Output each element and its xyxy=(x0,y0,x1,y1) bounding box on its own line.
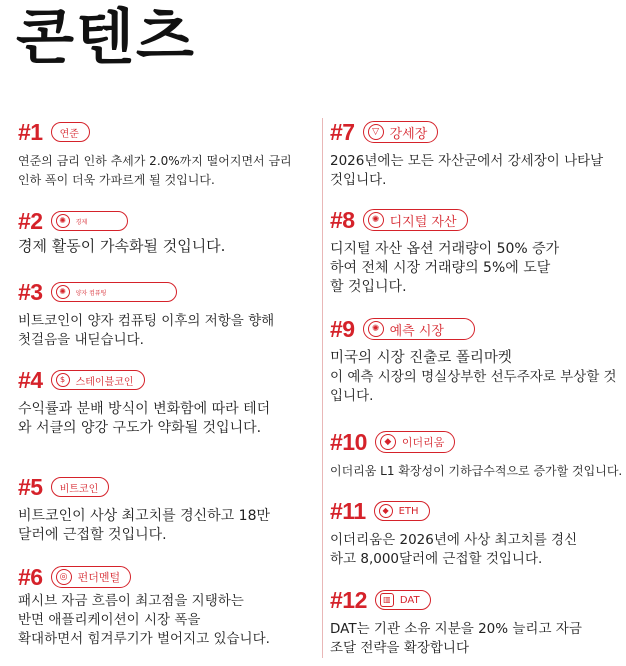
tag-pill xyxy=(375,431,456,453)
item-5 xyxy=(18,474,270,545)
desc-line: 반면 애플리케이션이 시장 폭을 xyxy=(18,612,201,628)
tag-label: 양자 컴퓨팅 xyxy=(75,289,107,297)
building-icon: ▥ xyxy=(380,593,394,607)
desc-line: 것입니다. xyxy=(330,172,387,188)
eth-icon: ◆ xyxy=(380,434,396,450)
tag-pill xyxy=(363,121,439,143)
desc-line: 비트코인이 양자 컴퓨팅 이후의 저항을 향해 xyxy=(18,313,275,329)
item-description xyxy=(330,349,617,406)
tag-pill xyxy=(363,318,475,340)
item-description xyxy=(330,462,622,481)
item-number: #1 xyxy=(18,118,43,145)
item-description xyxy=(330,240,559,297)
eth-icon: ◆ xyxy=(379,504,393,518)
desc-line: 입니다. xyxy=(330,388,374,404)
tag-pill xyxy=(51,566,132,588)
tag-label: 연준 xyxy=(59,128,79,140)
desc-line: 디지털 자산 옵션 거래량이 50% 증가 xyxy=(330,241,560,257)
tag-pill xyxy=(374,501,430,521)
tag-pill xyxy=(51,122,90,142)
tag-label: 디지털 자산 xyxy=(389,214,457,230)
item-description xyxy=(330,152,603,190)
tag-label: 스테이블코인 xyxy=(75,376,134,388)
item-number: #5 xyxy=(18,473,43,500)
tag-pill xyxy=(375,590,431,610)
item-number: #10 xyxy=(330,428,367,455)
item-number: #12 xyxy=(330,586,367,613)
item-3 xyxy=(18,279,274,350)
item-number: #4 xyxy=(18,366,43,393)
desc-line: 2026년에는 모든 자산군에서 강세장이 나타날 xyxy=(330,153,604,169)
item-number: #11 xyxy=(330,497,366,524)
item-description xyxy=(18,237,225,256)
gear-icon: ✺ xyxy=(368,321,384,337)
tag-pill xyxy=(51,477,110,497)
item-number: #2 xyxy=(18,207,43,234)
tag-label: 펀더멘털 xyxy=(77,571,121,584)
tag-label: ETH xyxy=(398,505,419,517)
page-title: 콘텐츠 xyxy=(16,3,196,73)
tag-pill xyxy=(51,211,129,231)
desc-line: 패시브 자금 흐름이 최고점을 지탱하는 xyxy=(18,593,244,609)
desc-line: 미국의 시장 진출로 폴리마켓 xyxy=(330,350,512,366)
desc-line: 이 예측 시장의 명실상부한 선두주자로 부상할 것 xyxy=(330,369,617,385)
item-description xyxy=(330,620,582,658)
desc-line: 할 것입니다. xyxy=(330,279,407,295)
item-number: #9 xyxy=(330,315,355,342)
tag-label: 강세장 xyxy=(389,126,428,142)
target-icon: ◎ xyxy=(56,569,72,585)
desc-line: 수익률과 분배 방식이 변화함에 따라 테더 xyxy=(18,401,271,417)
desc-line: 조달 전략을 확장합니다 xyxy=(330,640,469,656)
item-description xyxy=(18,152,292,190)
gear-icon: ✺ xyxy=(56,285,70,299)
item-number: #6 xyxy=(18,563,43,590)
item-6 xyxy=(18,564,270,649)
desc-line: 확대하면서 힘겨루기가 벌어지고 있습니다. xyxy=(18,631,270,647)
item-12 xyxy=(330,587,582,658)
desc-line: 하여 전체 시장 거래량의 5%에 도달 xyxy=(330,260,551,276)
item-number: #3 xyxy=(18,278,43,305)
item-2 xyxy=(18,208,225,256)
item-8 xyxy=(330,207,559,297)
item-description xyxy=(18,592,270,649)
item-description xyxy=(18,400,270,438)
tag-label: DAT xyxy=(399,594,420,606)
desc-line: 경제 활동이 가속화될 것입니다. xyxy=(18,237,226,255)
item-11 xyxy=(330,498,577,569)
desc-line: 첫걸음을 내딛습니다. xyxy=(18,332,144,348)
desc-line: 달러에 근접할 것입니다. xyxy=(18,527,167,543)
item-number: #7 xyxy=(330,118,355,145)
desc-line: 이더리움은 2026년에 사상 최고치를 경신 xyxy=(330,532,578,548)
tag-pill xyxy=(363,209,468,231)
dollar-icon: $ xyxy=(56,373,70,387)
item-description xyxy=(330,531,577,569)
desc-line: 하고 8,000달러에 근접할 것입니다. xyxy=(330,551,543,567)
tag-pill xyxy=(51,282,178,302)
item-number: #8 xyxy=(330,206,355,233)
tag-label: 비트코인 xyxy=(59,483,99,495)
gear-icon: ✺ xyxy=(368,212,384,228)
desc-line: 이더리움 L1 확장성이 기하급수적으로 증가할 것입니다. xyxy=(330,464,623,478)
funnel-icon: ▽ xyxy=(368,124,384,140)
tag-pill xyxy=(51,370,145,390)
desc-line: 인하 폭이 더욱 가파르게 될 것입니다. xyxy=(18,173,215,187)
item-description xyxy=(18,312,274,350)
desc-line: 연준의 금리 인하 추세가 2.0%까지 떨어지면서 금리 xyxy=(18,154,292,168)
item-9 xyxy=(330,316,617,406)
tag-label: 예측 시장 xyxy=(389,323,444,339)
column-divider xyxy=(322,118,323,658)
item-description xyxy=(18,507,270,545)
item-4 xyxy=(18,367,270,438)
desc-line: DAT는 기관 소유 지분을 20% 늘리고 자금 xyxy=(330,621,582,637)
item-1 xyxy=(18,119,292,190)
tag-label: 이더리움 xyxy=(401,436,445,449)
desc-line: 와 서클의 양강 구도가 약화될 것입니다. xyxy=(18,420,262,436)
item-10 xyxy=(330,429,622,481)
desc-line: 비트코인이 사상 최고치를 경신하고 18만 xyxy=(18,508,270,524)
item-7 xyxy=(330,119,603,190)
gear-icon: ✺ xyxy=(56,214,70,228)
tag-label: 경제 xyxy=(75,218,88,226)
